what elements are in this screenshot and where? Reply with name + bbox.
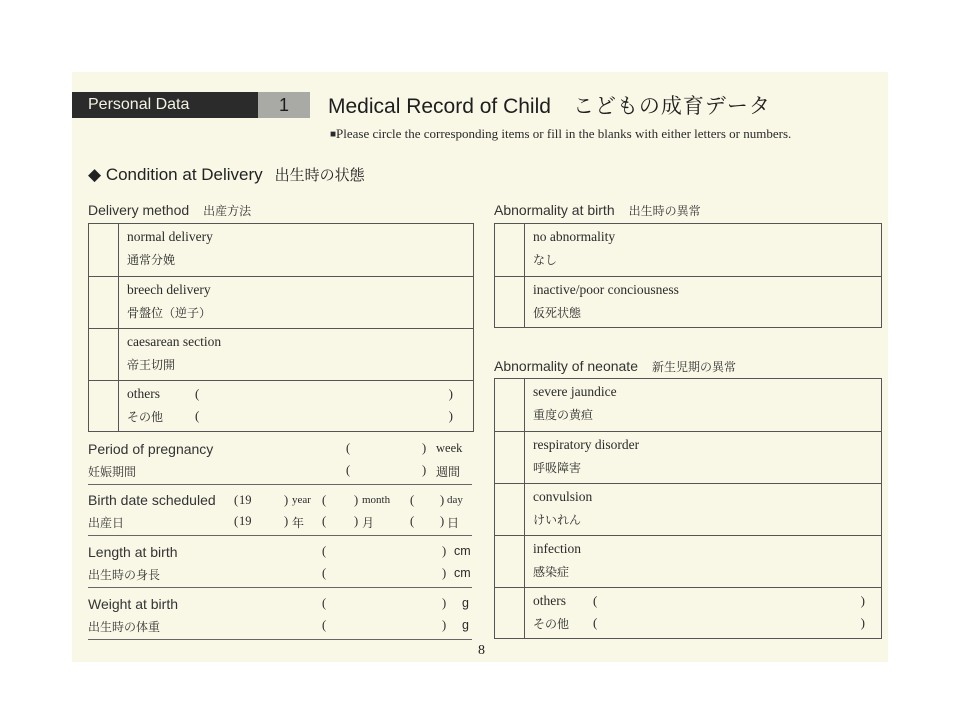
birth-option-checkbox[interactable] xyxy=(495,277,525,328)
close-paren: ) xyxy=(448,386,453,401)
option-label-en: convulsion xyxy=(533,489,593,504)
pregnancy-period-field[interactable]: Period of pregnancy 妊娠期間 ( ( ) ) week 週間 xyxy=(88,435,472,485)
field-label-jp: 出生時の体重 xyxy=(88,620,161,634)
option-label-en: inactive/poor conciousness xyxy=(533,282,679,297)
section-title-en: Condition at Delivery xyxy=(105,165,263,184)
option-label-en: others xyxy=(533,593,566,608)
section-heading xyxy=(88,164,365,185)
delivery-option-checkbox[interactable] xyxy=(89,329,119,380)
option-label-jp: 帝王切開 xyxy=(127,358,176,372)
birth-abnormality-label-en: Abnormality at birth xyxy=(494,202,615,218)
day-label: 日 xyxy=(447,516,460,530)
option-label-jp: 呼吸障害 xyxy=(533,461,582,475)
option-label-jp: 仮死状態 xyxy=(533,306,582,320)
field-label-en: Period of pregnancy xyxy=(88,441,214,457)
neonate-option-convulsion[interactable] xyxy=(495,483,881,535)
delivery-option-caesarean[interactable] xyxy=(89,328,473,380)
option-label-en: severe jaundice xyxy=(533,384,617,399)
unit-label: cm xyxy=(454,566,471,580)
delivery-option-checkbox[interactable] xyxy=(89,224,119,276)
year-prefix: 19 xyxy=(239,514,252,528)
birth-date-field[interactable]: Birth date scheduled 出産日 ( 19 ( 19 ) year ) 年 ( ( ) month ) 月 ( ( ) day ) 日 xyxy=(88,486,472,536)
unit-label: g xyxy=(462,596,469,610)
option-label-jp: 重度の黄疸 xyxy=(533,408,594,422)
open-paren: ( xyxy=(593,593,598,608)
neonate-option-jaundice[interactable] xyxy=(495,379,881,431)
close-paren: ) xyxy=(448,408,453,423)
neonate-option-checkbox[interactable] xyxy=(495,379,525,431)
delivery-option-breech[interactable] xyxy=(89,276,473,328)
delivery-method-table xyxy=(88,223,474,432)
neonate-option-checkbox[interactable] xyxy=(495,484,525,535)
birth-abnormality-label-jp: 出生時の異常 xyxy=(628,204,701,218)
neonate-option-infection[interactable] xyxy=(495,535,881,587)
section-title-jp: 出生時の状態 xyxy=(274,167,365,184)
year-label: year xyxy=(292,494,311,506)
option-label-en: others xyxy=(127,386,160,401)
birth-option-checkbox[interactable] xyxy=(495,224,525,276)
open-paren: ( xyxy=(195,386,200,401)
option-label-en: no abnormality xyxy=(533,229,616,244)
neonate-option-checkbox[interactable] xyxy=(495,588,525,639)
delivery-option-others[interactable] xyxy=(89,380,473,432)
length-at-birth-field[interactable]: Length at birth 出生時の身長 ( ( ) ) cm cm xyxy=(88,538,472,588)
field-label-jp: 出生時の身長 xyxy=(88,568,161,582)
year-prefix: 19 xyxy=(239,493,252,507)
section-tab: Personal Data xyxy=(72,92,258,118)
birth-option-none[interactable] xyxy=(495,224,881,276)
section-number: 1 xyxy=(258,92,310,118)
option-label-jp: 感染症 xyxy=(533,565,570,579)
option-label-en: infection xyxy=(533,541,581,556)
field-label-jp: 妊娠期間 xyxy=(88,465,137,479)
unit-label: cm xyxy=(454,544,471,558)
option-label-en: caesarean section xyxy=(127,334,222,349)
delivery-option-normal[interactable] xyxy=(89,224,473,276)
option-label-en: breech delivery xyxy=(127,282,211,297)
unit-label: week xyxy=(436,441,463,455)
month-label: 月 xyxy=(362,516,375,530)
page-title xyxy=(328,90,771,120)
option-label-jp: けいれん xyxy=(533,513,582,527)
month-label: month xyxy=(362,494,391,506)
delivery-label-en: Delivery method xyxy=(88,202,190,218)
delivery-option-checkbox[interactable] xyxy=(89,277,119,328)
instruction-text: Please circle the corresponding items or fill in the blanks with either letters or numbers. xyxy=(336,126,792,141)
birth-option-inactive[interactable] xyxy=(495,276,881,328)
neonate-abnormality-label-en: Abnormality of neonate xyxy=(494,358,638,374)
page-number: 8 xyxy=(478,643,485,658)
close-paren: ) xyxy=(860,593,865,608)
day-label: day xyxy=(447,494,463,506)
option-label-jp: その他 xyxy=(533,617,570,631)
option-label-jp: その他 xyxy=(127,410,164,424)
field-label-en: Birth date scheduled xyxy=(88,492,216,508)
neonate-option-checkbox[interactable] xyxy=(495,432,525,483)
neonate-abnormality-label-jp: 新生児期の異常 xyxy=(651,360,736,374)
neonate-option-respiratory[interactable] xyxy=(495,431,881,483)
neonate-option-others[interactable] xyxy=(495,587,881,639)
unit-label: 週間 xyxy=(436,465,461,479)
option-label-jp: 骨盤位（逆子） xyxy=(127,306,212,320)
open-paren: ( xyxy=(195,408,200,423)
title-jp: こどもの成育データ xyxy=(572,95,771,118)
year-label: 年 xyxy=(292,516,305,530)
birth-abnormality-label xyxy=(494,202,701,219)
delivery-label-jp: 出産方法 xyxy=(203,204,252,218)
delivery-option-checkbox[interactable] xyxy=(89,381,119,432)
instruction xyxy=(330,126,870,142)
option-label-en: respiratory disorder xyxy=(533,437,640,452)
field-label-jp: 出産日 xyxy=(88,516,125,530)
diamond-bullet-icon: ◆ xyxy=(88,165,102,184)
neonate-abnormality-table xyxy=(494,378,882,639)
field-label-en: Weight at birth xyxy=(88,596,179,612)
option-label-en: normal delivery xyxy=(127,229,213,244)
birth-abnormality-table xyxy=(494,223,882,328)
delivery-method-label xyxy=(88,202,251,219)
record-page xyxy=(72,72,888,662)
option-label-jp: なし xyxy=(533,253,558,267)
square-bullet-icon: ■ xyxy=(330,129,337,140)
field-label-en: Length at birth xyxy=(88,544,178,560)
option-label-jp: 通常分娩 xyxy=(127,253,176,267)
neonate-abnormality-label xyxy=(494,358,736,375)
neonate-option-checkbox[interactable] xyxy=(495,536,525,587)
title-en: Medical Record of Child xyxy=(328,95,551,118)
weight-at-birth-field[interactable]: Weight at birth 出生時の体重 ( ( ) ) g g xyxy=(88,590,472,640)
unit-label: g xyxy=(462,618,469,632)
close-paren: ) xyxy=(860,615,865,630)
open-paren: ( xyxy=(593,615,598,630)
